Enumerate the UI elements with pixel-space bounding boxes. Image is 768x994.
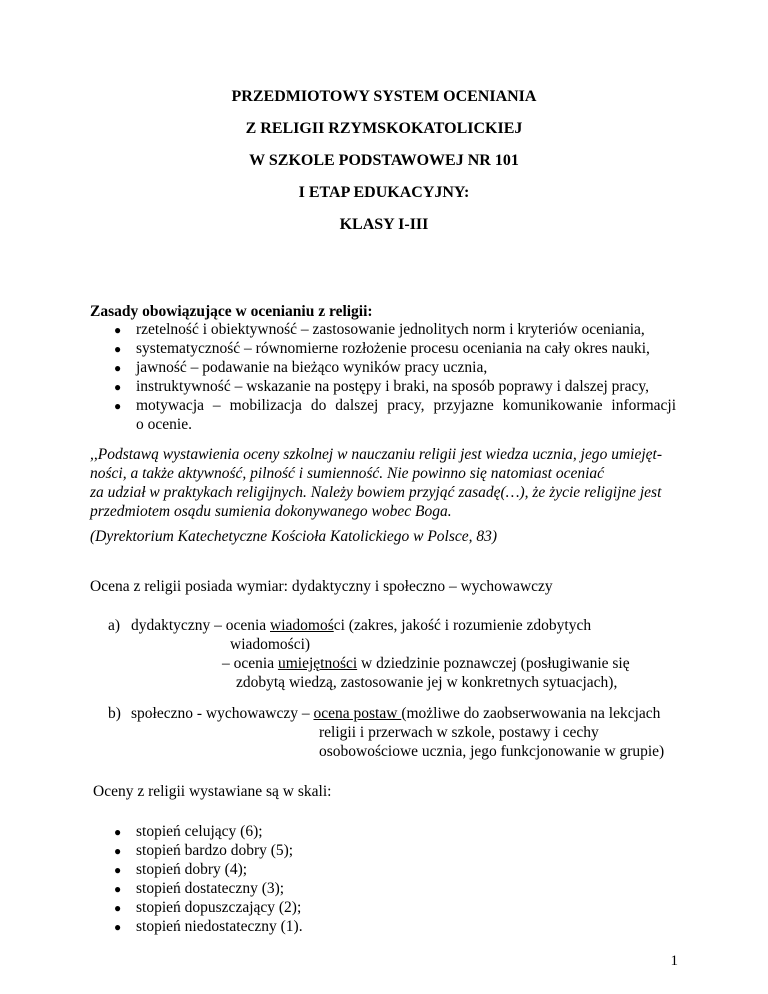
bullet-icon: ● [114,399,122,413]
principle-item: motywacja – mobilizacja do dalszej pracy, przyjazne komunikowanie informacji [136,397,676,414]
quote-line: za udział w praktykach religijnych. Należy bowiem przyjąć zasadę(…), że życie religijne jest [90,484,662,501]
bullet-icon: ● [114,825,122,839]
bullet-icon: ● [114,920,122,934]
quote-source: (Dyrektorium Katechetyczne Kościoła Katolickiego w Polsce, 83) [90,528,498,545]
dimensions-intro: Ocena z religii posiada wymiar: dydaktyczny i społeczno – wychowawczy [90,578,553,595]
scale-item: stopień bardzo dobry (5); [136,842,294,859]
title-line-3: W SZKOLE PODSTAWOWEJ NR 101 [249,152,519,169]
dimension-a-line-2: wiadomości) [230,636,311,653]
principle-item: instruktywność – wskazanie na postępy i braki, na sposób poprawy i dalszej pracy, [136,378,649,395]
bullet-icon: ● [114,323,122,337]
title-line-1: PRZEDMIOTOWY SYSTEM OCENIANIA [231,88,537,105]
bullet-icon: ● [114,342,122,356]
scale-item: stopień dostateczny (3); [136,880,285,897]
dimension-b-line-3: osobowościowe ucznia, jego funkcjonowanie w grupie) [319,743,665,760]
dimension-a-line-3: – ocenia umiejętności w dziedzinie poznawczej (posługiwanie się [222,655,630,672]
principles-heading: Zasady obowiązujące w ocenianiu z religii: [90,303,373,320]
quote-line: ,,Podstawą wystawienia oceny szkolnej w nauczaniu religii jest wiedza ucznia, jego umiejęt- [90,446,662,463]
bullet-icon: ● [114,882,122,896]
dimension-a-line-1: dydaktyczny – ocenia wiadomości (zakres, jakość i rozumienie zdobytych [131,617,592,634]
principle-item-continuation: o ocenie. [136,416,192,433]
principle-item: rzetelność i obiektywność – zastosowanie jednolitych norm i kryteriów oceniania, [136,321,645,338]
bullet-icon: ● [114,361,122,375]
scale-item: stopień niedostateczny (1). [136,918,303,935]
dimension-b-line-1: społeczno - wychowawczy – ocena postaw (możliwe do zaobserwowania na lekcjach [131,705,661,722]
title-line-4: I ETAP EDUKACYJNY: [298,184,470,201]
scale-intro: Oceny z religii wystawiane są w skali: [93,783,332,800]
quote-line: ności, a także aktywność, pilność i sumienność. Nie powinno się natomiast oceniać [90,465,605,482]
dimension-a-prefix: a) [108,617,121,634]
bullet-icon: ● [114,863,122,877]
dimension-b-prefix: b) [108,705,121,722]
principle-item: jawność – podawanie na bieżąco wyników pracy ucznia, [136,359,488,376]
scale-item: stopień dopuszczający (2); [136,899,302,916]
quote-line: przedmiotem osądu sumienia dokonywanego wobec Boga. [90,503,452,520]
dimension-b-line-2: religii i przerwach w szkole, postawy i cechy [319,724,599,741]
title-line-5: KLASY I-III [339,216,429,233]
title-line-2: Z RELIGII RZYMSKOKATOLICKIEJ [245,120,523,137]
bullet-icon: ● [114,901,122,915]
bullet-icon: ● [114,844,122,858]
page-number: 1 [670,953,678,969]
scale-item: stopień dobry (4); [136,861,248,878]
principle-item: systematyczność – równomierne rozłożenie procesu oceniania na cały okres nauki, [136,340,650,357]
scale-item: stopień celujący (6); [136,823,263,840]
dimension-a-line-4: zdobytą wiedzą, zastosowanie jej w konkretnych sytuacjach), [236,674,618,691]
bullet-icon: ● [114,380,122,394]
